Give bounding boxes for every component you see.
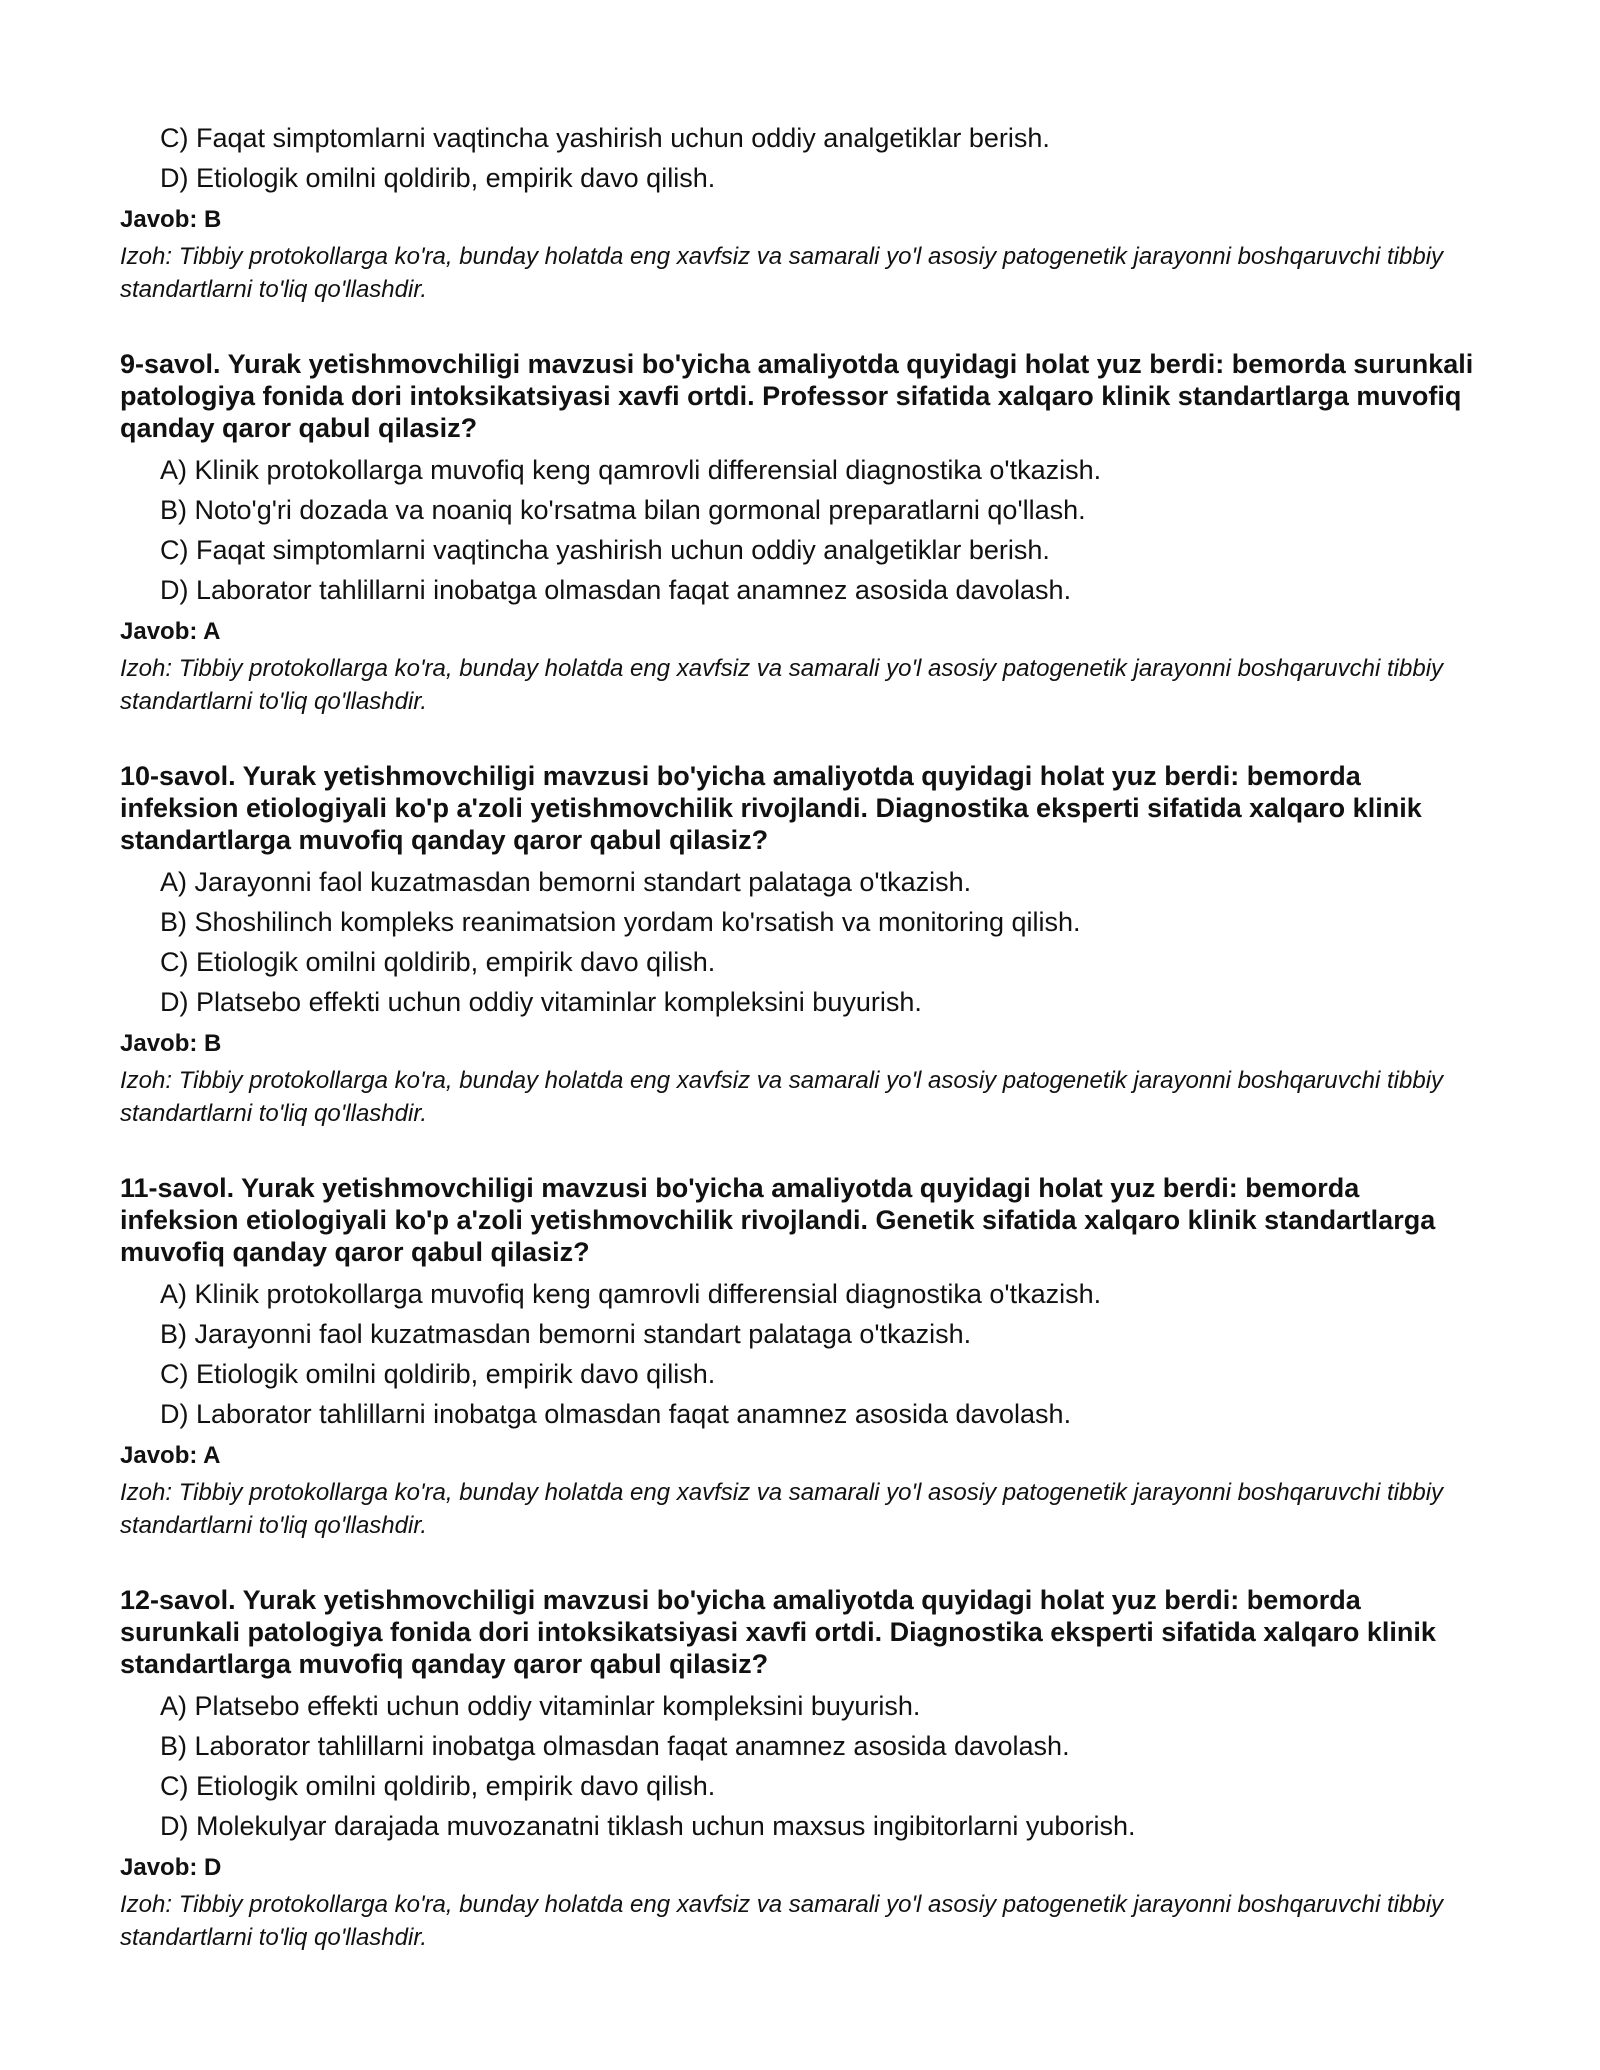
option-a: A) Jarayonni faol kuzatmasdan bemorni standart palataga o'tkazish. <box>160 867 972 897</box>
option-c: C) Faqat simptomlarni vaqtincha yashirish uchun oddiy analgetiklar berish. <box>160 535 1050 565</box>
option-b: B) Laborator tahlillarni inobatga olmasdan faqat anamnez asosida davolash. <box>160 1731 1070 1761</box>
option-c: C) Faqat simptomlarni vaqtincha yashirish uchun oddiy analgetiklar berish. <box>160 123 1050 153</box>
option-d: D) Platsebo effekti uchun oddiy vitaminlar kompleksini buyurish. <box>160 987 922 1017</box>
option-d: D) Etiologik omilni qoldirib, empirik davo qilish. <box>160 163 716 193</box>
question-title: 9-savol. Yurak yetishmovchiligi mavzusi bo'yicha amaliyotda quyidagi holat yuz berdi: bemorda surunkali patologiya fonida dori intoksikatsiyasi xavfi ortdi. Professor sifatida xalqaro klinik standartlarga muvofiq qanday qaror qabul qilasiz? <box>120 349 1474 443</box>
answer-label: Javob: B <box>120 1030 222 1057</box>
option-c: C) Etiologik omilni qoldirib, empirik davo qilish. <box>160 947 716 977</box>
option-c: C) Etiologik omilni qoldirib, empirik davo qilish. <box>160 1771 716 1801</box>
option-c: C) Etiologik omilni qoldirib, empirik davo qilish. <box>160 1359 716 1389</box>
option-b: B) Noto'g'ri dozada va noaniq ko'rsatma bilan gormonal preparatlarni qo'llash. <box>160 495 1086 525</box>
question-12 <box>120 1584 1480 1954</box>
option-list <box>120 450 1480 610</box>
option-b: B) Jarayonni faol kuzatmasdan bemorni standart palataga o'tkazish. <box>160 1319 972 1349</box>
option-a: A) Klinik protokollarga muvofiq keng qamrovli differensial diagnostika o'tkazish. <box>160 1279 1102 1309</box>
option-b: B) Shoshilinch kompleks reanimatsion yordam ko'rsatish va monitoring qilish. <box>160 907 1081 937</box>
option-d: D) Laborator tahlillarni inobatga olmasdan faqat anamnez asosida davolash. <box>160 575 1072 605</box>
explanation-note: Izoh: Tibbiy protokollarga ko'ra, bunday holatda eng xavfsiz va samarali yo'l asosiy patogenetik jarayonni boshqaruvchi tibbiy standartlarni to'liq qo'llashdir. <box>120 655 1444 715</box>
option-a: A) Klinik protokollarga muvofiq keng qamrovli differensial diagnostika o'tkazish. <box>160 455 1102 485</box>
explanation-note: Izoh: Tibbiy protokollarga ko'ra, bunday holatda eng xavfsiz va samarali yo'l asosiy patogenetik jarayonni boshqaruvchi tibbiy standartlarni to'liq qo'llashdir. <box>120 1891 1444 1951</box>
option-list <box>120 862 1480 1022</box>
question-10 <box>120 760 1480 1130</box>
option-list <box>120 0 1480 198</box>
question-title: 11-savol. Yurak yetishmovchiligi mavzusi bo'yicha amaliyotda quyidagi holat yuz berdi: bemorda infeksion etiologiyali ko'p a'zoli yetishmovchilik rivojlandi. Genetik sifatida xalqaro klinik standartlarga muvofiq qanday qaror qabul qilasiz? <box>120 1173 1436 1267</box>
option-a: A) Platsebo effekti uchun oddiy vitaminlar kompleksini buyurish. <box>160 1691 921 1721</box>
answer-label: Javob: B <box>120 206 222 233</box>
question-11 <box>120 1172 1480 1542</box>
answer-label: Javob: D <box>120 1854 222 1881</box>
document-page <box>120 0 1480 1954</box>
question-title: 12-savol. Yurak yetishmovchiligi mavzusi bo'yicha amaliyotda quyidagi holat yuz berdi: bemorda surunkali patologiya fonida dori intoksikatsiyasi xavfi ortdi. Diagnostika eksperti sifatida xalqaro klinik standartlarga muvofiq qanday qaror qabul qilasiz? <box>120 1585 1436 1679</box>
question-8-continuation <box>120 0 1480 306</box>
question-title: 10-savol. Yurak yetishmovchiligi mavzusi bo'yicha amaliyotda quyidagi holat yuz berdi: bemorda infeksion etiologiyali ko'p a'zoli yetishmovchilik rivojlandi. Diagnostika eksperti sifatida xalqaro klinik standartlarga muvofiq qanday qaror qabul qilasiz? <box>120 761 1422 855</box>
option-d: D) Molekulyar darajada muvozanatni tiklash uchun maxsus ingibitorlarni yuborish. <box>160 1811 1136 1841</box>
option-list <box>120 1274 1480 1434</box>
explanation-note: Izoh: Tibbiy protokollarga ko'ra, bunday holatda eng xavfsiz va samarali yo'l asosiy patogenetik jarayonni boshqaruvchi tibbiy standartlarni to'liq qo'llashdir. <box>120 243 1444 303</box>
option-list <box>120 1686 1480 1846</box>
option-d: D) Laborator tahlillarni inobatga olmasdan faqat anamnez asosida davolash. <box>160 1399 1072 1429</box>
explanation-note: Izoh: Tibbiy protokollarga ko'ra, bunday holatda eng xavfsiz va samarali yo'l asosiy patogenetik jarayonni boshqaruvchi tibbiy standartlarni to'liq qo'llashdir. <box>120 1067 1444 1127</box>
explanation-note: Izoh: Tibbiy protokollarga ko'ra, bunday holatda eng xavfsiz va samarali yo'l asosiy patogenetik jarayonni boshqaruvchi tibbiy standartlarni to'liq qo'llashdir. <box>120 1479 1444 1539</box>
question-9 <box>120 348 1480 718</box>
answer-label: Javob: A <box>120 1442 221 1469</box>
answer-label: Javob: A <box>120 618 221 645</box>
